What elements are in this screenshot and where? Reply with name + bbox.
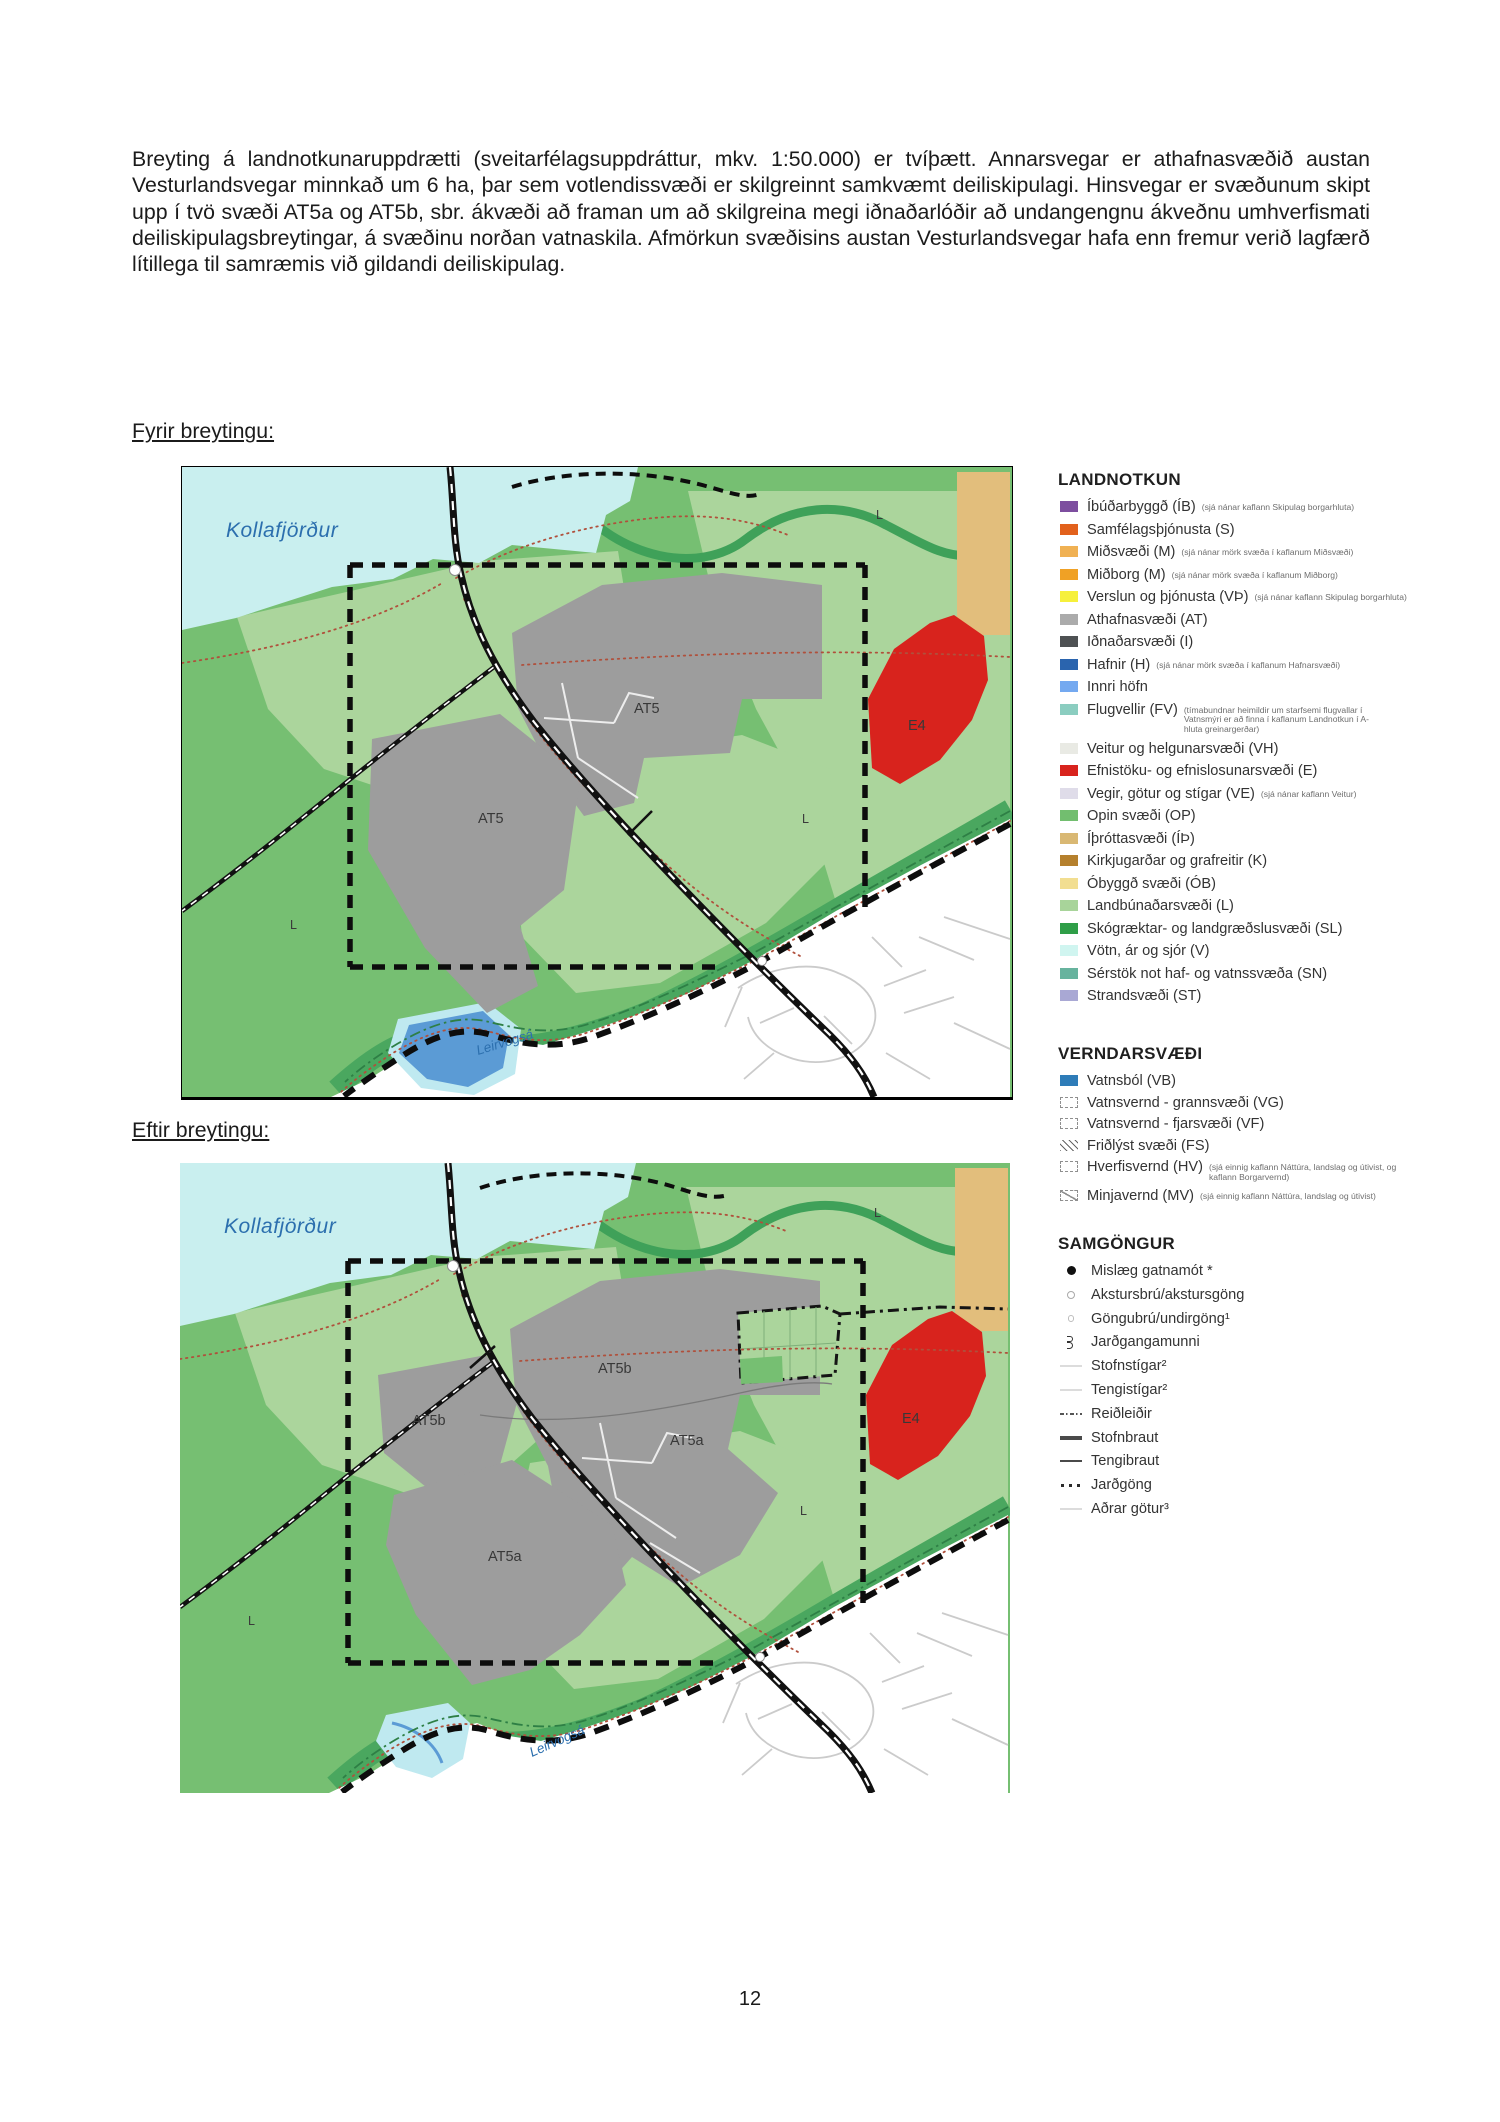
legend-symbol	[1058, 1407, 1084, 1421]
legend-symbol	[1058, 1288, 1084, 1302]
legend-item	[1058, 1501, 1494, 1517]
legend-note: (sjá nánar mörk svæða í kaflanum Hafnarsvæði)	[1156, 659, 1341, 670]
legend-item	[1058, 1138, 1494, 1154]
legend-color-swatch	[1060, 945, 1078, 956]
legend-label: Samfélagsþjónusta (S)	[1087, 521, 1235, 538]
legend-label: Verslun og þjónusta (VÞ)	[1087, 589, 1249, 605]
legend-color-swatch	[1060, 681, 1078, 692]
legend-pattern-swatch	[1060, 1097, 1078, 1108]
river-label: Leirvogsá	[474, 1026, 535, 1058]
legend-item	[1058, 589, 1494, 605]
legend-item	[1058, 831, 1494, 847]
junction-dot	[450, 565, 461, 576]
filled-circle-icon	[1067, 1266, 1076, 1275]
zone-label: AT5	[478, 811, 504, 827]
legend-color-swatch	[1060, 788, 1078, 799]
legend-color-swatch	[1060, 614, 1078, 625]
legend-color-swatch	[1060, 591, 1078, 602]
zone-label: L	[248, 1614, 255, 1628]
verndarsvaedi-items	[1058, 1073, 1494, 1204]
legend-item	[1058, 1287, 1494, 1303]
page-number: 12	[738, 1988, 762, 2010]
map-after	[180, 1163, 1010, 1793]
legend-label: Kirkjugarðar og grafreitir (K)	[1087, 853, 1268, 870]
legend-color-swatch	[1060, 569, 1078, 580]
legend-item	[1058, 876, 1494, 892]
legend-label: Miðsvæði (M)	[1087, 544, 1176, 560]
zone-label: AT5	[634, 701, 660, 717]
legend-label: Strandsvæði (ST)	[1087, 988, 1202, 1005]
legend-symbol	[1058, 1502, 1084, 1516]
samgongur-items	[1058, 1263, 1494, 1517]
legend-item	[1058, 657, 1494, 673]
obyggd-region	[957, 472, 1010, 635]
legend-note: (sjá einnig kaflann Náttúra, landslag og útivist, og kaflann Borgarvernd)	[1208, 1162, 1397, 1182]
legend-symbol	[1058, 1264, 1084, 1278]
legend-item	[1058, 898, 1494, 914]
legend-title-verndarsvaedi: VERNDARSVÆÐI	[1058, 1044, 1203, 1064]
legend-label: Miðborg (M)	[1087, 566, 1166, 583]
legend-item	[1058, 808, 1494, 824]
zone-label: L	[874, 1206, 881, 1220]
legend-label: Vötn, ár og sjór (V)	[1087, 943, 1210, 960]
legend-color-swatch	[1060, 524, 1078, 535]
after-heading: Eftir breytingu:	[132, 1118, 270, 1142]
dots-icon	[1061, 1484, 1081, 1487]
legend-label: Jarðgöng	[1091, 1477, 1152, 1494]
legend-color-swatch	[1060, 855, 1078, 866]
landnotkun-items	[1058, 499, 1494, 1004]
legend-label: Veitur og helgunarsvæði (VH)	[1087, 740, 1279, 757]
legend-item	[1058, 1263, 1494, 1279]
line-light-icon	[1060, 1508, 1082, 1510]
legend-symbol	[1058, 1312, 1084, 1326]
legend-item	[1058, 1311, 1494, 1327]
legend-label: Vatnsból (VB)	[1087, 1073, 1176, 1090]
legend-label: Flugvellir (FV)	[1087, 701, 1178, 718]
legend-label: Mislæg gatnamót *	[1091, 1262, 1213, 1279]
map-before-svg	[182, 467, 1012, 1097]
legend-label: Reiðleiðir	[1091, 1405, 1152, 1422]
intro-paragraph: Breyting á landnotkunaruppdrætti (sveitarfélagsuppdráttur, mkv. 1:50.000) er tvíþætt. Annarsvegar er athafnasvæðið austan Vesturlandsvegar minnkað um 6 ha, þar sem votlendissvæði er skilgreinnt samkvæmt deiliskipulagi. Hinsvegar er svæðunum skipt upp í tvö svæði AT5a og AT5b, sbr. ákvæði að framan um að skilgreina megi iðnaðarlóðir að undangengnu ákveðnu umhverfismati deiliskipulagsbreytingar, á svæðinu norðan vatnaskila. Afmörkun svæðisins austan Vesturlandsvegar hafa enn fremur verið lagfærð lítillega til samræmis við gildandi deiliskipulag.	[132, 147, 1370, 277]
legend-note: (sjá nánar kaflann Skipulag borgarhluta)	[1201, 502, 1355, 512]
coast-junction-dot	[756, 1653, 765, 1662]
legend-item	[1058, 1406, 1494, 1422]
legend-title-landnotkun: LANDNOTKUN	[1058, 470, 1181, 489]
legend-label: Jarðgangamunni	[1091, 1334, 1200, 1351]
legend-item	[1058, 567, 1494, 583]
legend-item	[1058, 634, 1494, 650]
legend-item	[1058, 763, 1494, 779]
legend-note: (sjá nánar kaflann Veitur)	[1260, 788, 1357, 799]
legend-item	[1058, 522, 1494, 538]
legend-color-swatch	[1060, 878, 1078, 889]
zone-label: L	[802, 812, 809, 826]
open-circle-icon	[1067, 1291, 1075, 1299]
legend-label: Akstursbrú/akstursgöng	[1091, 1286, 1245, 1303]
legend-label: Landbúnaðarsvæði (L)	[1087, 898, 1234, 915]
zone-label: L	[800, 1504, 807, 1518]
coast-junction-dot	[758, 957, 767, 966]
legend-item	[1058, 943, 1494, 959]
legend-item	[1058, 612, 1494, 628]
legend-label: Innri höfn	[1087, 679, 1148, 695]
legend-label: Sérstök not haf- og vatnssvæða (SN)	[1087, 965, 1328, 982]
zone-label: L	[290, 918, 297, 932]
legend-item	[1058, 966, 1494, 982]
dashdot-icon	[1060, 1413, 1082, 1415]
legend-symbol	[1058, 1335, 1084, 1349]
legend-item	[1058, 1073, 1494, 1089]
legend-symbol	[1058, 1359, 1084, 1373]
legend-label: Íbúðarbyggð (ÍB)	[1087, 499, 1196, 515]
legend-item	[1058, 499, 1494, 515]
legend-label: Vatnsvernd - grannsvæði (VG)	[1087, 1094, 1284, 1111]
legend-label: Efnistöku- og efnislosunarsvæði (E)	[1087, 763, 1318, 780]
legend-note: (sjá nánar mörk svæða í kaflanum Miðborg)	[1171, 569, 1338, 580]
legend-item	[1058, 1159, 1494, 1182]
legend-label: Hafnir (H)	[1087, 656, 1151, 673]
map-before	[181, 466, 1013, 1100]
legend-color-swatch	[1060, 765, 1078, 776]
legend-symbol	[1058, 1431, 1084, 1445]
legend-item	[1058, 786, 1494, 802]
legend-note: (sjá nánar mörk svæða í kaflanum Miðsvæði)	[1181, 547, 1354, 557]
legend-label: Friðlýst svæði (FS)	[1087, 1137, 1210, 1154]
legend-label: Aðrar götur³	[1091, 1500, 1169, 1517]
legend-pattern-swatch	[1060, 1118, 1078, 1129]
legend-item	[1058, 702, 1494, 735]
line-medium-icon	[1060, 1460, 1082, 1462]
legend-label: Opin svæði (OP)	[1087, 808, 1196, 825]
legend-label: Stofnstígar²	[1091, 1358, 1167, 1375]
legend-item	[1058, 1453, 1494, 1469]
legend-label: Stofnbraut	[1091, 1429, 1159, 1446]
legend-label: Hverfisvernd (HV)	[1087, 1159, 1203, 1176]
legend-item	[1058, 1095, 1494, 1111]
legend-color-swatch	[1060, 659, 1078, 670]
legend-color-swatch	[1060, 546, 1078, 557]
legend-item	[1058, 1358, 1494, 1374]
river-label: Leirvogsá	[527, 1722, 587, 1760]
fjord-label: Kollafjörður	[224, 1215, 337, 1238]
legend-pattern-swatch	[1060, 1140, 1078, 1151]
legend-title-samgongur: SAMGÖNGUR	[1058, 1233, 1175, 1253]
legend-item	[1058, 921, 1494, 937]
zone-label: L	[876, 508, 883, 522]
legend-pattern-swatch	[1060, 1190, 1078, 1201]
map-after-svg	[180, 1163, 1010, 1793]
legend-label: Tengistígar²	[1091, 1381, 1168, 1398]
legend-label: Göngubrú/undirgöng¹	[1091, 1310, 1230, 1327]
legend-label: Minjavernd (MV)	[1087, 1187, 1195, 1204]
legend-symbol	[1058, 1454, 1084, 1468]
legend-item	[1058, 679, 1494, 695]
legend-label: Íþróttasvæði (ÍÞ)	[1087, 830, 1195, 847]
legend-note: (sjá nánar kaflann Skipulag borgarhluta)	[1254, 592, 1407, 602]
before-heading: Fyrir breytingu:	[132, 419, 275, 443]
legend-label: Vegir, götur og stígar (VE)	[1087, 785, 1255, 802]
legend-color-swatch	[1060, 923, 1078, 934]
line-light-icon	[1060, 1389, 1082, 1391]
small-circle-icon	[1068, 1315, 1075, 1322]
legend-symbol	[1058, 1383, 1084, 1397]
fjord-label: Kollafjörður	[226, 519, 339, 542]
legend-item	[1058, 1116, 1494, 1132]
legend-item	[1058, 544, 1494, 560]
line-light-icon	[1060, 1365, 1082, 1367]
legend-color-swatch	[1060, 704, 1078, 715]
legend-color-swatch	[1060, 900, 1078, 911]
legend-color-swatch	[1060, 743, 1078, 754]
legend-label: Vatnsvernd - fjarsvæði (VF)	[1087, 1116, 1265, 1133]
legend-label: Tengibraut	[1091, 1453, 1160, 1470]
junction-dot	[448, 1261, 459, 1272]
legend-item	[1058, 1382, 1494, 1398]
legend-label: Óbyggð svæði (ÓB)	[1087, 875, 1216, 892]
legend-label: Skógræktar- og landgræðslusvæði (SL)	[1087, 920, 1343, 937]
zone-label: AT5a	[670, 1433, 704, 1449]
legend-note: (sjá einnig kaflann Náttúra, landslag og útivist)	[1200, 1190, 1376, 1201]
legend-color-swatch	[1060, 636, 1078, 647]
line-thick-icon	[1060, 1436, 1082, 1440]
legend-note: (tímabundnar heimildir um starfsemi flugvallar í Vatnsmýri er að finna í kaflanum Landnotkun í A-hluta greinargerðar)	[1183, 704, 1369, 734]
legend-color-swatch	[1060, 833, 1078, 844]
legend-color-swatch	[1060, 810, 1078, 821]
legend-item	[1058, 1334, 1494, 1350]
legend-color-swatch	[1060, 990, 1078, 1001]
legend-item	[1058, 741, 1494, 757]
tunnel-icon	[1067, 1336, 1075, 1349]
zone-label: E4	[902, 1411, 920, 1427]
legend-item	[1058, 988, 1494, 1004]
zone-label: AT5b	[412, 1413, 446, 1429]
legend-color-swatch	[1060, 501, 1078, 512]
zone-label: E4	[908, 718, 926, 734]
legend-pattern-swatch	[1060, 1075, 1078, 1086]
legend-item	[1058, 853, 1494, 869]
map-legend	[1058, 470, 1494, 1525]
legend-label: Iðnaðarsvæði (I)	[1087, 634, 1194, 650]
legend-item	[1058, 1188, 1494, 1204]
legend-color-swatch	[1060, 968, 1078, 979]
zone-label: AT5b	[598, 1361, 632, 1377]
legend-item	[1058, 1477, 1494, 1493]
legend-pattern-swatch	[1060, 1161, 1078, 1172]
legend-item	[1058, 1430, 1494, 1446]
legend-symbol	[1058, 1478, 1084, 1492]
zone-label: AT5a	[488, 1549, 522, 1565]
legend-label: Athafnasvæði (AT)	[1087, 611, 1208, 628]
